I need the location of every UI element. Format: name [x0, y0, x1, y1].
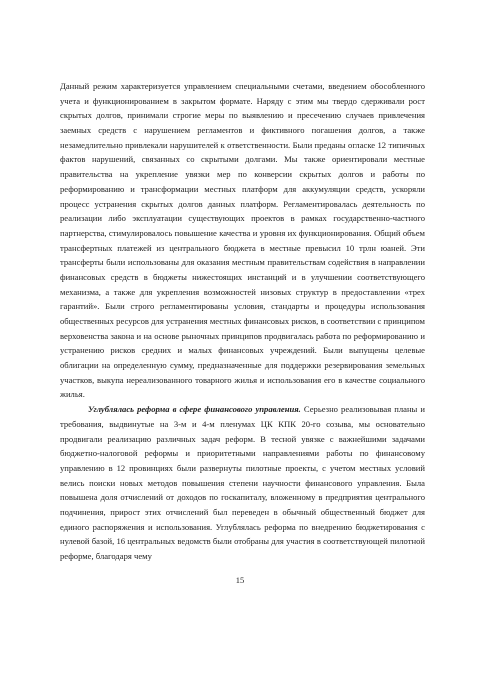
paragraph-1: Данный режим характеризуется управлением специальными счетами, введением обособленного учета и функционированием в закрытом формате. Наряду с этим мы твердо сдерживали рост скрытых долгов, принимали строгие меры по выявлению и пресечению случаев привлечения заемных средств с нарушением регламентов и фиктивного погашения долгов, а также незамедлительно привлекали нарушителей к ответственности. Были преданы огласке 12 типичных фактов нарушений, связанных со скрытыми долгами. Мы также ориентировали местные правительства на укрепление увязки мер по конверсии скрытых долгов и работы по реформированию и трансформации местных платформ для аккумуляции средств, ускоряли процесс устранения скрытых долгов данных платформ. Регламентировалась деятельность по реализации либо эксплуатации существующих проектов в рамках государственно-частного партнерства, стимулировалось повышение качества и уровня их функционирования. Общий объем трансфертных платежей из центрального бюджета в местные превысил 10 трлн юаней. Эти трансферты были использованы для оказания местным правительствам содействия в направлении финансовых средств в бюджеты нижестоящих инстанций и в улучшении соответствующего механизма, а также для укрепления возможностей низовых структур в предоставлении «трех гарантий». Были строго регламентированы условия, стандарты и процедуры использования общественных ресурсов для устранения местных финансовых рисков, в соответствии с принципом верховенства закона и на основе рыночных принципов продвигалась работа по реформированию и устранению рисков средних и малых финансовых учреждений. Были выпущены целевые облигации на определенную сумму, предназначенные для поддержки резервирования земельных участков, выкупа нереализованного товарного жилья и использования его в качестве социального жилья.	[60, 81, 425, 400]
paragraph-2	[60, 402, 425, 564]
body-text	[60, 79, 425, 564]
paragraph-2-heading: Углублялась реформа в сфере финансового управления.	[88, 404, 301, 415]
paragraph-2-body: Серьезно реализовывая планы и требования, выдвинутые на 3-м и 4-м пленумах ЦК КПК 20-го созыва, мы основательно продвигали реализацию различных задач реформ. В тесной увязке с важнейшими задачами бюджетно-налоговой реформы и приоритетными направлениями работы по финансовому управлению в 12 провинциях были развернуты пилотные проекты, с учетом местных условий велись поиски новых методов повышения степени научности финансового управления. Была повышена доля отчислений от доходов по госкапиталу, вложенному в предприятия центрального подчинения, прирост этих отчислений был переведен в обычный общественный бюджет для единого распоряжения и использования. Углублялась реформа по внедрению бюджетирования с нулевой базой, 16 центральных ведомств были отобраны для участия в соответствующей пилотной реформе, благодаря чему	[60, 404, 425, 561]
page-number: 15	[235, 575, 245, 585]
